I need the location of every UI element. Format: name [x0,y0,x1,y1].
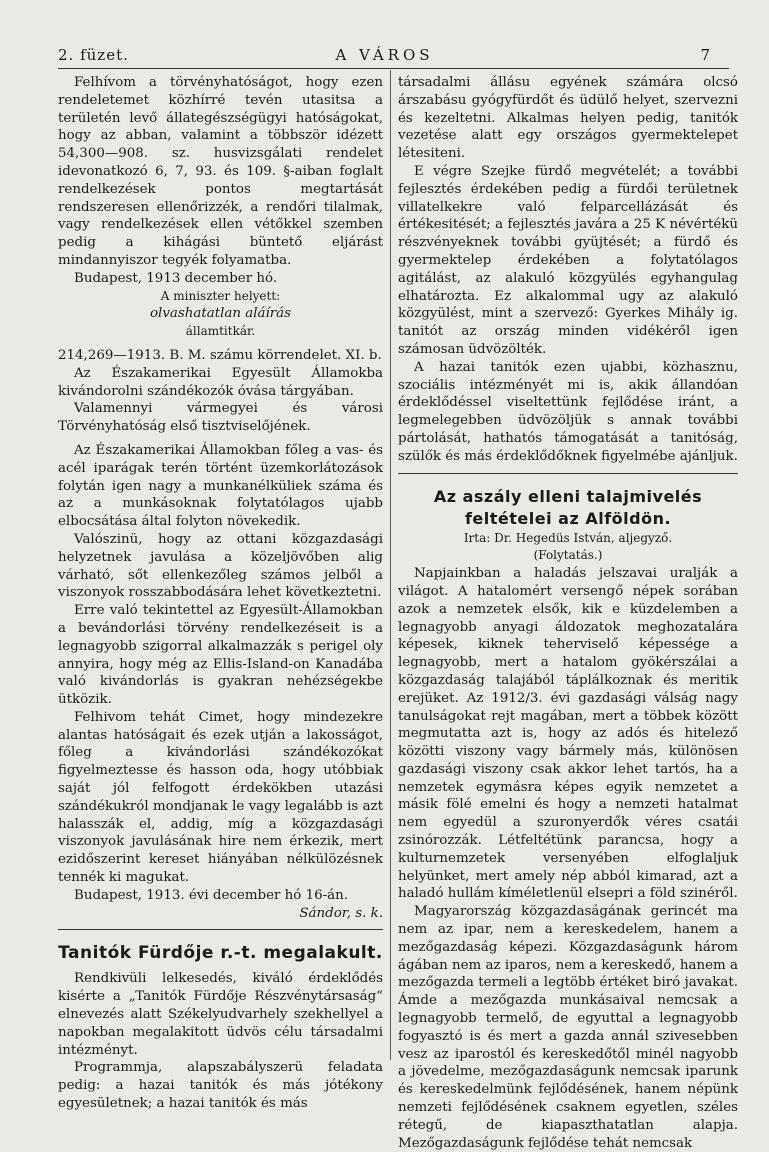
left-column [58,74,383,1113]
body-paragraph: Valószinü, hogy az ottani közgazdasági helyzetnek javulása a közeljövőben alig várható, sőt ellenkezőleg számos jelből a viszonyok rosszabbodására lehet következtetni. [58,531,383,601]
right-column [398,74,738,1152]
article-headline: Az aszály elleni talajmivelés feltételei az Alföldön. [433,486,703,528]
decree-number: 214,269—1913. B. M. számu körrendelet. XI. b. [58,347,382,363]
body-paragraph: Felhivom tehát Cimet, hogy mindezekre alantas hatóságait és ezek utján a lakosságot, főleg a kivándorlási szándékozókat figyelmeztesse és hasson oda, hogy utóbbiak saját jól felfogott érdekökben utazási szándékukról mondjanak le vagy legalább is azt halasszák el, addig, míg a közgazdasági viszonyok javulásának hire nem érkezik, mert ezidőszerint kereset hiányában nélkülözésnek tennék ki magukat. [58,709,383,886]
section-divider [398,473,738,474]
column-divider [390,70,391,1060]
closing-date: Budapest, 1913. évi december hó 16-án. [74,887,349,903]
signature-role: államtitkár. [185,324,256,339]
publication-title: A VÁROS [335,46,434,64]
article-paragraph: Programmja, alapszabályszerü feladata pedig: a hazai tanitók és más jótékony egyesületnek; a hazai tanitók és más [58,1060,383,1112]
article-paragraph: Napjainkban a haladás jelszavai uralják a világot. A hatalomért versengő népek sorában azok a nemzetek elsők, kik e küzdelemben a legnagyobb anyagi áldozatok meghozatalára képesek, kiknek teherviselő képessége a legnagyobb, mert a hatalom gyökérszálai a közgazdaság talajából táplálkoznak és meritik erejüket. Az 1912/3. évi gazdasági válság nagy tanulságokat rejt magában, mert a többek között megmutatta azt is, hogy az adós és hitelező közötti viszony vagy bármely más, különösen gazdasági viszony csak akkor lehet tartós, ha a nemzetek egymásra képes egyik nemzetet a másik fölé emelni és hogy a nemzeti hatalmat nem egyedül a szuronyerdők véres csatái zsinórozzák. Létfeltétünk parancsa, hogy a kulturnemzetek versenyében elfoglaljuk helyünket, mert amely nép abból kimarad, azt a haladó hullám kíméletlenül elsepri a föld szinéről. [398,566,738,902]
continuation-paragraph: E végre Szejke fürdő megvételét; a további fejlesztés érdekében pedig a fürdői területnek villatelkekre való felparcellázását és értékesitését; a fejlesztés javára a 25 K névértékü részvényeknek további gyüjtését; a fürdő és gyermektelep érdekében a folytatólagos agitálást, az alakuló közgyülés egyhangulag elhatározta. Ez alkalommal ugy az alakuló közgyülést, mint a szervező: Gyerkes Mihály ig. tanitót az ország minden vidékéről igen számosan üdvözölték. [398,163,738,357]
intro-paragraph: Felhívom a törvényhatóságot, hogy ezen rendeletemet közhírré tevén utasitsa a területén levő állategészségügyi hatóságokat, hogy az abban, valamint a többször idézett 54,300—908. sz. husvizsgálati rendelet idevonatkozó 6, 7, 93. és 109. §-aiban foglalt rendelkezések pontos megtartását rendszeresen ellenőrizzék, a rendőri tilalmak, vagy rendelkezések ellen vétőkkel szemben pedig a kihágási büntető eljárást mindannyiszor tegyék folyamatba. [58,75,383,268]
decree-addressees: Valamennyi vármegyei és városi Törvényhatóság első tisztviselőjének. [58,401,383,435]
signature: olvashatatlan aláírás [149,306,292,322]
decree-subject: Az Északamerikai Egyesült Államokba kivándorolni szándékozók óvása tárgyában. [58,365,383,399]
signature-title: A miniszter helyett: [160,288,281,303]
article-headline: Tanitók Fürdője r.-t. megalakult. [58,943,383,964]
article-paragraph: Magyarország közgazdaságának gerincét ma nem az ipar, nem a kereskedelem, hanem a mezőgazdaság képezi. Közgazdaságunk három ágában nem az iparos, nem a kereskedő, hanem a mezőgazda termeli a legtöbb értéket biró javakat. Ámde a mezőgazda munkásaival nemcsak a legnagyobb termelő, de egyuttal a legnagyobb fogyasztó is és mert a gazda annál szivesebben vesz az iparostól és kereskedőtől minél nagyobb a jövedelme, mezőgazdaságunk nemcsak iparunk és kereskedelmünk fejlődésének, hanem népünk nemzeti fejlődésének csaknem egyetlen, széles rétegű, de kiapaszthatatlan alapja. Mezőgazdaságunk fejlődése tehát nemcsak [398,904,738,1151]
body-paragraph: Az Északamerikai Államokban főleg a vas- és acél iparágak terén történt üzemkorlátozások folytán igen nagy a munkanélküliek száma és az a munkásoknak folytatólagos ujabb elbocsátása által folyton növekedik. [58,442,383,530]
body-paragraph: Erre való tekintettel az Egyesült-Államokban a bevándorlási törvény rendelkezéseit is a legnagyobb szigorral alkalmazzák s perigel oly annyira, hogy még az Ellis-Island-on Kanadába való kivándorlás is gyakran nehézségekbe ütközik. [58,603,383,708]
continuation-paragraph: A hazai tanitók ezen ujabbi, közhasznu, szociális intézményét mi is, akik állandóan érdeklődéssel viseltettünk fejlődése iránt, a legmelegebben üdvözöljük s annak további pártolását, hathatós támogatását a tanitóság, szülők és más érdeklődőknek figyelmébe ajánljuk. [398,359,738,464]
section-divider [58,929,383,930]
header-rule [58,68,729,69]
closing-signature: Sándor, s. k. [299,905,383,921]
continued-note: (Folytatás.) [533,548,603,563]
page-number: 7 [700,46,711,64]
place-date: Budapest, 1913 december hó. [74,270,278,286]
article-paragraph: Rendkivüli lelkesedés, kiváló érdeklődés kisérte a „Tanitók Fürdője Részvénytársaság“ elnevezés alatt Székelyudvarhely szekhellyel a napokban megalakitott üdvös célu társadalmi intézményt. [58,971,383,1058]
continuation-paragraph: társadalmi állásu egyének számára olcsó árszabásu gyógyfürdőt és üdülő helyet, szervezni és kezeltetni. Alkalmas helyen pedig, tanitók vezetése alatt egy országos gyermektelepet létesiteni. [398,75,738,162]
page-header [58,46,711,68]
issue-number: 2. füzet. [58,46,129,64]
author-line: Irta: Dr. Hegedüs István, aljegyző. [463,530,673,545]
